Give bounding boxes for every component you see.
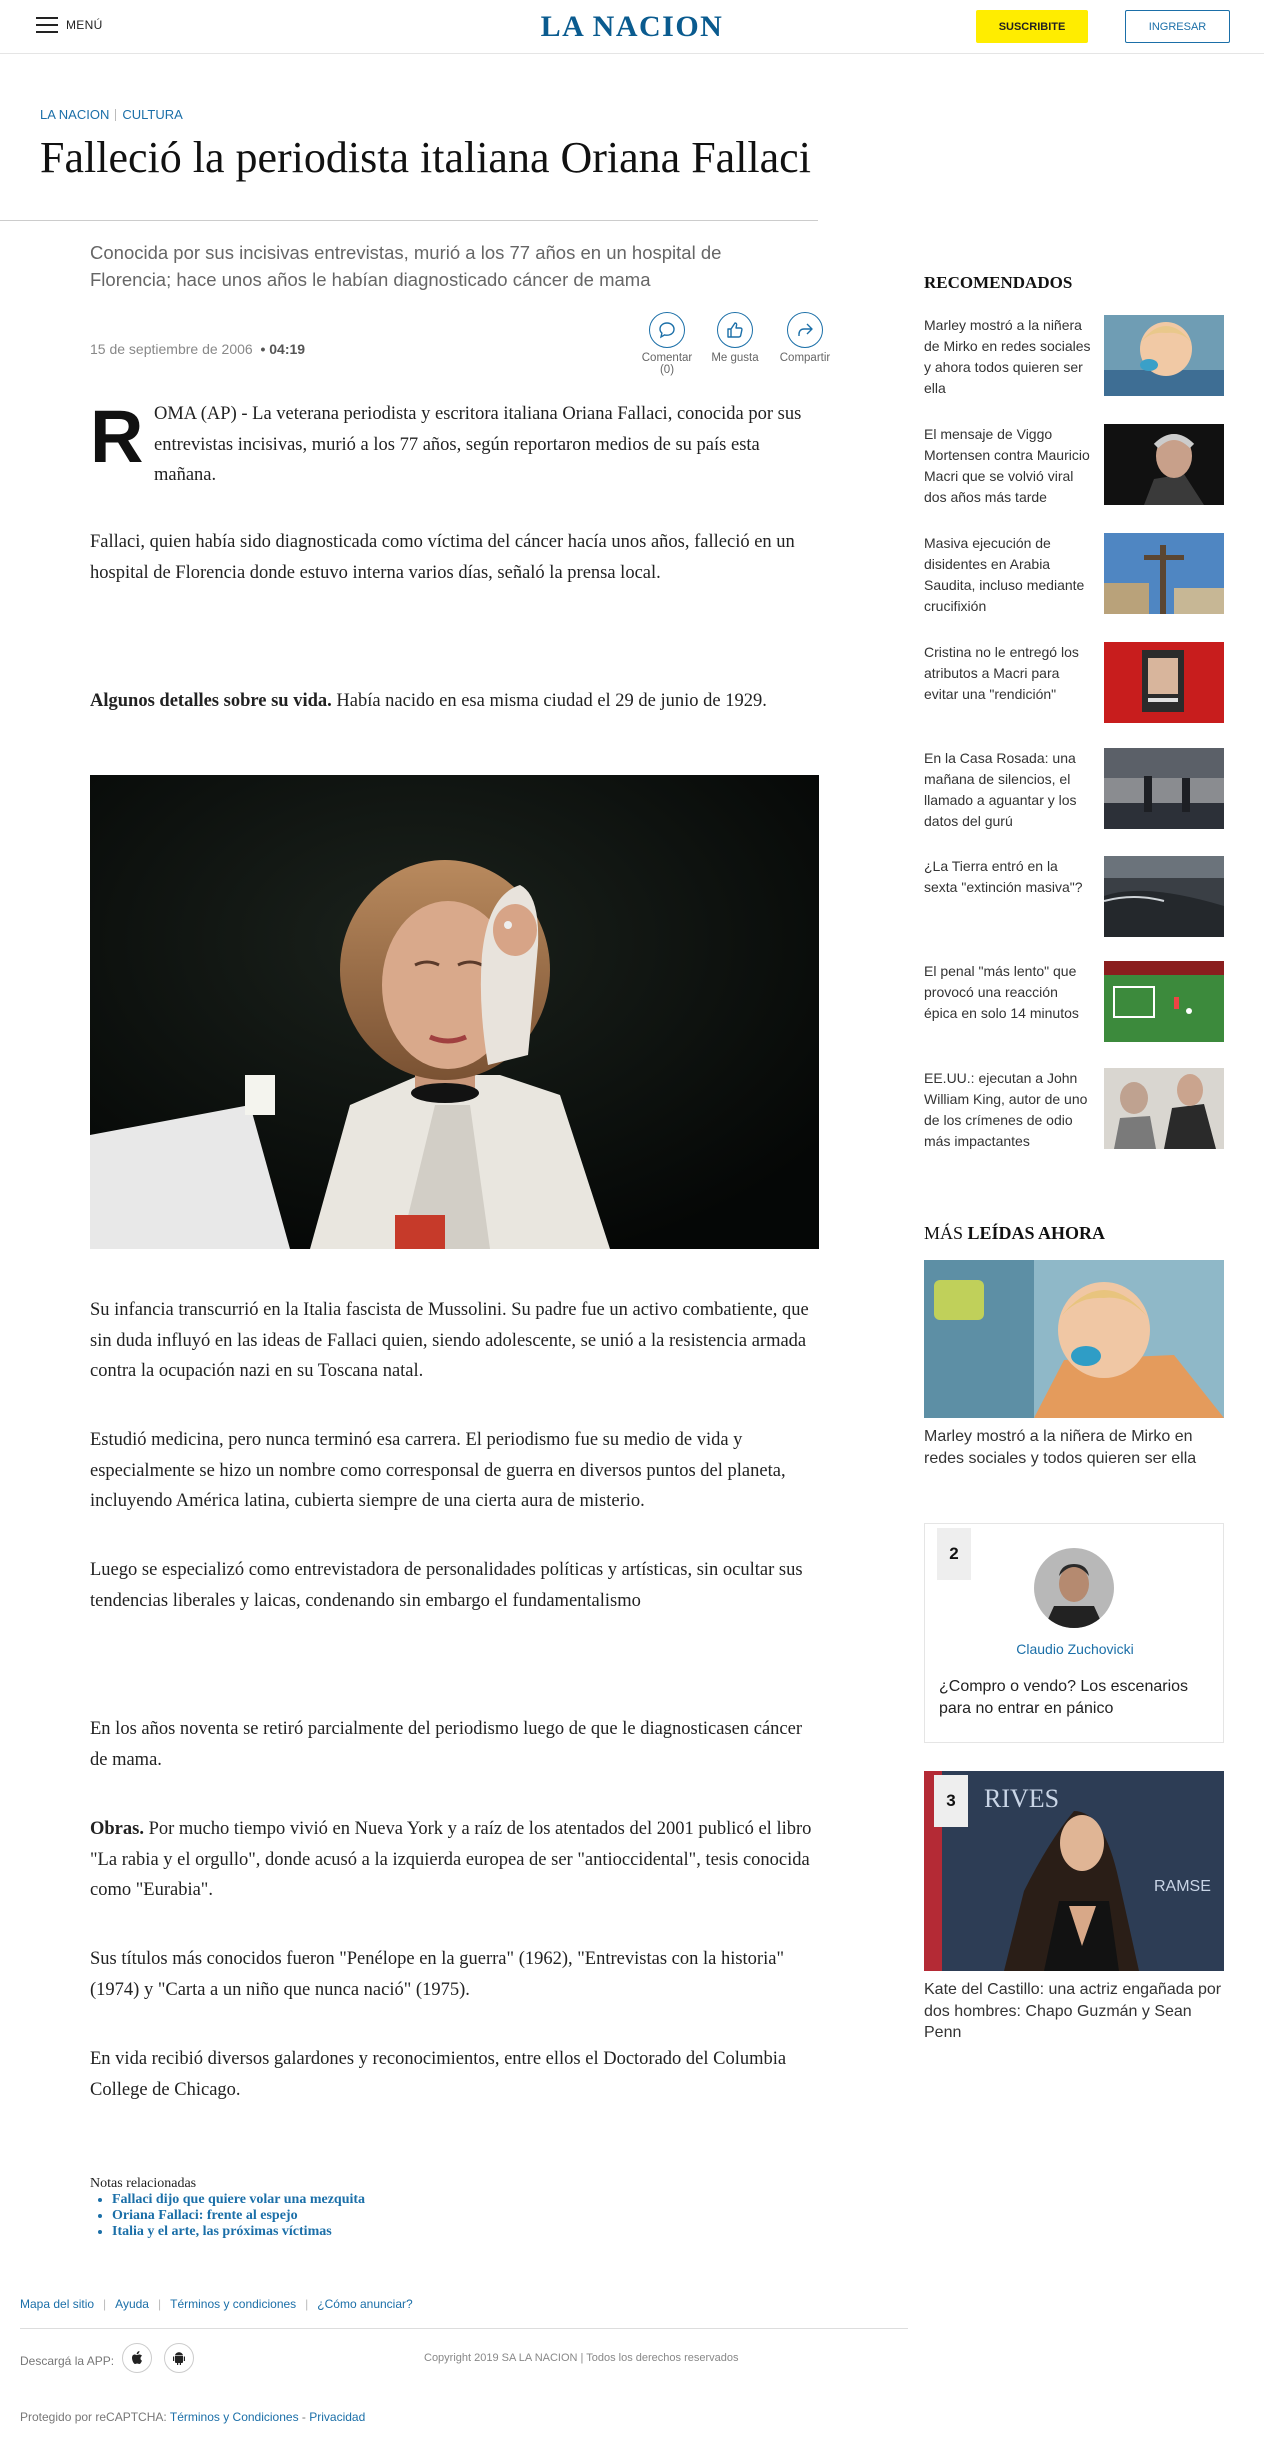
author-avatar (1034, 1548, 1114, 1628)
svg-text:RAMSE: RAMSE (1154, 1878, 1211, 1895)
top-navigation-bar (0, 0, 1264, 54)
article-photo-oriana-fallaci (90, 775, 819, 1249)
paragraph-3-text: Había nacido en esa misma ciudad el 29 de junio de 1929. (331, 691, 767, 711)
related-link[interactable]: • Fallaci dijo que quiere volar una mezquita (112, 2192, 365, 2208)
recommended-thumbnail (1104, 533, 1224, 614)
footer-link-terms[interactable]: Términos y condiciones (170, 2297, 297, 2311)
footer-link-help[interactable]: Ayuda (115, 2297, 149, 2311)
drop-cap: R (90, 395, 144, 478)
recommended-item-title: ¿La Tierra entró en la sexta "extinción masiva"? (924, 858, 1083, 895)
article-meta (90, 341, 305, 357)
recommended-item-title: Masiva ejecución de disidentes en Arabia Saudita, incluso mediante crucifixión (924, 535, 1085, 614)
share-button[interactable] (765, 312, 845, 364)
breadcrumb-divider (115, 109, 116, 121)
paragraph-2: Fallaci, quien había sido diagnosticada como víctima del cáncer hacía unos años, falleció en un hospital de Florencia donde estuvo interna varios días, señaló la prensa local. (90, 532, 795, 583)
paragraph-8 (90, 1814, 820, 1906)
footer-links (20, 2297, 413, 2311)
recaptcha-prefix: Protegido por reCAPTCHA: (20, 2410, 167, 2424)
recommended-thumbnail (1104, 424, 1224, 505)
svg-text:RIVES: RIVES (984, 1784, 1060, 1813)
footer-separator: | (305, 2297, 309, 2311)
recommended-item[interactable] (924, 642, 1224, 724)
breadcrumb (40, 107, 183, 122)
comment-icon (649, 312, 685, 348)
section-heading-obras: Obras. (90, 1819, 144, 1839)
recommended-item-title: En la Casa Rosada: una mañana de silencios, el llamado a aguantar y los datos del gurú (924, 750, 1077, 829)
paragraph-1: OMA (AP) - La veterana periodista y escritora italiana Oriana Fallaci, conocida por sus entrevistas incisivas, murió a los 77 años, según reportaron medios de su país esta mañana. (154, 404, 802, 486)
recaptcha-notice (20, 2410, 365, 2424)
hamburger-icon (36, 17, 58, 33)
menu-button[interactable] (36, 17, 103, 33)
paragraph-5: Estudió medicina, pero nunca terminó esa carrera. El periodismo fue su medio de vida y especialmente se hizo un nombre como corresponsal de guerra en diversos puntos del planeta, incluyendo América latina, cubierta siempre de una cierta aura de misterio. (90, 1430, 786, 1512)
recommended-item[interactable] (924, 533, 1224, 615)
most-read-2-number: 2 (937, 1528, 971, 1580)
most-read-3-image[interactable] (924, 1771, 1224, 1971)
breadcrumb-la-nacion[interactable]: LA NACION (40, 107, 110, 122)
recommended-item-title: Cristina no le entregó los atributos a Macri para evitar una "rendición" (924, 644, 1079, 702)
section-heading-vida: Algunos detalles sobre su vida. (90, 691, 332, 711)
recommended-thumbnail (1104, 642, 1224, 723)
author-name: Claudio Zuchovicki (1016, 1641, 1134, 1657)
paragraph-4: Su infancia transcurrió en la Italia fascista de Mussolini. Su padre fue un activo combatiente, que sin duda influyó en las ideas de Fallaci quien, siendo adolescente, se unió a la resistencia armada contra la ocupación nazi en su Toscana natal. (90, 1300, 809, 1382)
breadcrumb-cultura[interactable]: CULTURA (122, 107, 183, 122)
thumbs-up-icon (717, 312, 753, 348)
apple-app-button[interactable] (122, 2343, 152, 2373)
footer-divider (20, 2328, 908, 2329)
most-read-3-number: 3 (934, 1775, 968, 1827)
recaptcha-dash: - (298, 2410, 310, 2424)
recommended-thumbnail (1104, 1068, 1224, 1149)
most-read-1-title[interactable]: Marley mostró a la niñera de Mirko en redes sociales y todos quieren ser ella (924, 1428, 1197, 1467)
paragraph-10: En vida recibió diversos galardones y reconocimientos, entre ellos el Doctorado del Columbia College de Chicago. (90, 2049, 787, 2100)
most-read-1-image[interactable] (924, 1260, 1224, 1418)
login-button[interactable]: INGRESAR (1125, 10, 1230, 43)
recaptcha-privacy-link[interactable]: Privacidad (309, 2410, 366, 2424)
article-time: • 04:19 (260, 341, 306, 357)
most-read-title (924, 1223, 1105, 1244)
app-download-label: Descargá la APP: (20, 2354, 115, 2368)
article-date: 15 de septiembre de 2006 (90, 341, 253, 357)
recommended-thumbnail (1104, 315, 1224, 396)
recaptcha-terms-link[interactable]: Términos y Condiciones (169, 2410, 299, 2424)
footer-separator: | (157, 2297, 162, 2311)
recommended-item[interactable] (924, 856, 1224, 938)
most-read-prefix: MÁS (924, 1223, 968, 1243)
recommended-thumbnail (1104, 856, 1224, 937)
recommended-item[interactable] (924, 1068, 1224, 1150)
android-icon (172, 2350, 186, 2366)
footer-link-advertise[interactable]: ¿Cómo anunciar? (317, 2297, 413, 2311)
recommended-item[interactable] (924, 961, 1224, 1043)
like-label: Me gusta (711, 352, 759, 364)
most-read-bold: LEÍDAS AHORA (967, 1223, 1106, 1243)
paragraph-3 (90, 686, 820, 717)
related-link[interactable]: • Italia y el arte, las próximas víctimas (112, 2224, 365, 2240)
most-read-2-card[interactable] (924, 1523, 1224, 1743)
copyright-text: Copyright 2019 SA LA NACION | Todos los derechos reservados (424, 2352, 739, 2364)
paragraph-9: Sus títulos más conocidos fueron "Penélope en la guerra" (1962), "Entrevistas con la historia" (1974) y "Carta a un niño que nunca nació" (1975). (90, 1949, 784, 2000)
android-app-button[interactable] (164, 2343, 194, 2373)
recommended-item[interactable] (924, 424, 1224, 506)
title-divider (0, 220, 818, 221)
share-label: Compartir (779, 352, 831, 364)
recommended-thumbnail (1104, 748, 1224, 829)
most-read-3-title[interactable]: Kate del Castillo: una actriz engañada por dos hombres: Chapo Guzmán y Sean Penn (924, 1981, 1222, 2042)
recommended-item[interactable] (924, 315, 1224, 397)
recommended-title: RECOMENDADOS (924, 273, 1073, 292)
related-link[interactable]: • Oriana Fallaci: frente al espejo (112, 2208, 365, 2224)
recommended-item-title: EE.UU.: ejecutan a John William King, autor de uno de los crímenes de odio más impactantes (924, 1070, 1088, 1149)
comment-label: Comentar (641, 352, 693, 364)
subscribe-button[interactable]: SUSCRIBITE (976, 10, 1088, 43)
recommended-thumbnail (1104, 961, 1224, 1042)
related-notes-title: Notas relacionadas (90, 2176, 197, 2191)
article-title: Falleció la periodista italiana Oriana Fallaci (40, 133, 811, 182)
share-arrow-icon (787, 312, 823, 348)
like-button[interactable] (695, 312, 775, 364)
paragraph-8-text: Por mucho tiempo vivió en Nueva York y a raíz de los atentados del 2001 publicó el libro "La rabia y el orgullo", donde acusó a la izquierda europea de ser "antioccidental", tesis conocida como "Eurabia". (90, 1819, 812, 1901)
related-notes (90, 2176, 365, 2240)
paragraph-6: Luego se especializó como entrevistadora de personalidades políticas y artísticas, sin ocultar sus tendencias liberales y laicas, condenando sin embargo el fundamentalismo (90, 1560, 803, 1611)
footer-separator: | (103, 2297, 107, 2311)
recommended-item-title: Marley mostró a la niñera de Mirko en redes sociales y ahora todos quieren ser ella (924, 317, 1091, 396)
most-read-2-title: ¿Compro o vendo? Los escenarios para no entrar en pánico (939, 1678, 1189, 1717)
comment-count: (0) (659, 364, 675, 376)
recommended-item-title: El penal "más lento" que provocó una reacción épica en solo 14 minutos (924, 963, 1079, 1021)
la-nacion-logo[interactable]: LA NACION (540, 10, 724, 43)
paragraph-7: En los años noventa se retiró parcialmente del periodismo luego de que le diagnosticasen cáncer de mama. (90, 1719, 802, 1770)
recommended-item-title: El mensaje de Viggo Mortensen contra Mauricio Macri que se volvió viral dos años más tarde (924, 426, 1090, 505)
apple-icon (130, 2350, 144, 2366)
article-subtitle: Conocida por sus incisivas entrevistas, murió a los 77 años en un hospital de Florencia; hace unos años le habían diagnosticado cáncer de mama (90, 242, 722, 290)
footer-link-site-map[interactable]: Mapa del sitio (20, 2297, 95, 2311)
menu-label: MENÚ (66, 18, 103, 32)
recommended-item[interactable] (924, 748, 1224, 830)
